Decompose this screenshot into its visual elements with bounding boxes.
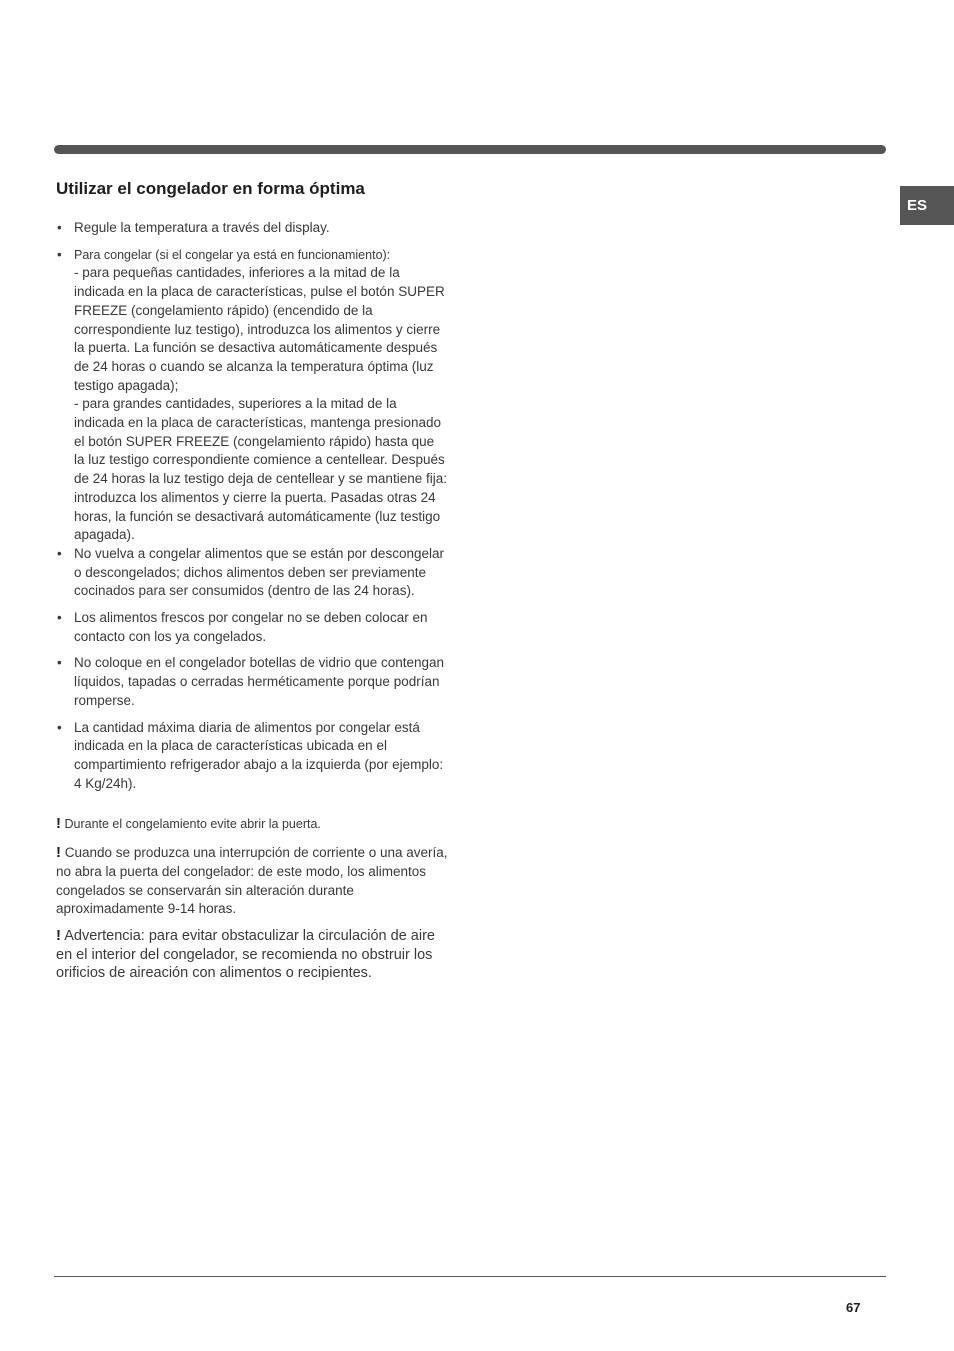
list-item-text: La cantidad máxima diaria de alimentos por congelar está indicada en la placa de características ubicada en el compartimiento refrigerador abajo a la izquierda (por ejemplo: 4 Kg/24h). [74,719,444,791]
list-item [56,545,448,601]
list-item-text: - para pequeñas cantidades, inferiores a la mitad de la indicada en la placa de características, pulse el botón SUPER FREEZE (congelamiento rápido) (encendido de la correspondiente luz testigo), introduzca los alimentos y cierre la puerta. La función se desactiva automáticamente después de 24 horas o cuando se alcanza la temperatura óptima (luz testigo apagada); [74,265,445,393]
note-paragraph [56,927,448,983]
list-item-text: Los alimentos frescos por congelar no se deben colocar en contacto con los ya congelados. [74,610,428,644]
warning-mark: ! [56,815,61,833]
list-item-text: No coloque en el congelador botellas de vidrio que contengan líquidos, tapadas o cerradas herméticamente porque podrían romperse. [74,655,445,708]
note-paragraph [56,815,448,834]
content-column [56,219,448,991]
language-tab[interactable]: ES [900,186,954,225]
list-item-text: Regule la temperatura a través del display. [74,220,330,235]
list-item-text: No vuelva a congelar alimentos que se están por descongelar o descongelados; dichos alimentos deben ser previamente cocinados para ser consumidos (dentro de las 24 horas). [74,545,444,599]
bullet-marker: • [57,655,62,671]
bullet-marker: • [57,246,62,262]
warning-mark: ! [56,844,61,862]
note-text: Cuando se produzca una interrupción de corriente o una avería, no abra la puerta del congelador: de este modo, los alimentos congelados se conservarán sin alteración durante aproximadamente 9-14 horas. [56,845,448,917]
list-item [56,654,448,710]
bullet-marker: • [57,545,62,561]
page-number: 67 [846,1300,861,1315]
list-item [56,719,448,794]
list-item-intro: Para congelar (si el congelar ya está en funcionamiento): [74,247,391,262]
bullet-marker: • [57,220,62,235]
section-title: Utilizar el congelador en forma óptima [56,179,365,198]
header-rule [54,145,886,154]
bullet-marker: • [57,610,62,626]
note-text: Durante el congelamiento evite abrir la puerta. [64,817,321,832]
note-text: Advertencia: para evitar obstaculizar la circulación de aire en el interior del congelador, se recomienda no obstruir los orificios de aireación con alimentos o recipientes. [56,927,435,982]
footer-rule [54,1276,886,1277]
list-item-text: - para grandes cantidades, superiores a la mitad de la indicada en la placa de características, mantenga presionado el botón SUPER FREEZE (congelamiento rápido) hasta que la luz testigo correspondiente comience a centellear. Después de 24 horas la luz testigo deja de centellear y se mantiene fija: introduzca los alimentos y cierre la puerta. Pasadas otras 24 horas, la función se desactivará automáticamente (luz testigo apagada). [74,396,447,543]
note-paragraph [56,844,448,919]
warning-mark: ! [56,926,61,944]
list-item [56,246,448,545]
list-item [56,219,448,238]
notes-section [56,815,448,983]
list-item [56,609,448,646]
bullet-marker: • [57,719,62,735]
